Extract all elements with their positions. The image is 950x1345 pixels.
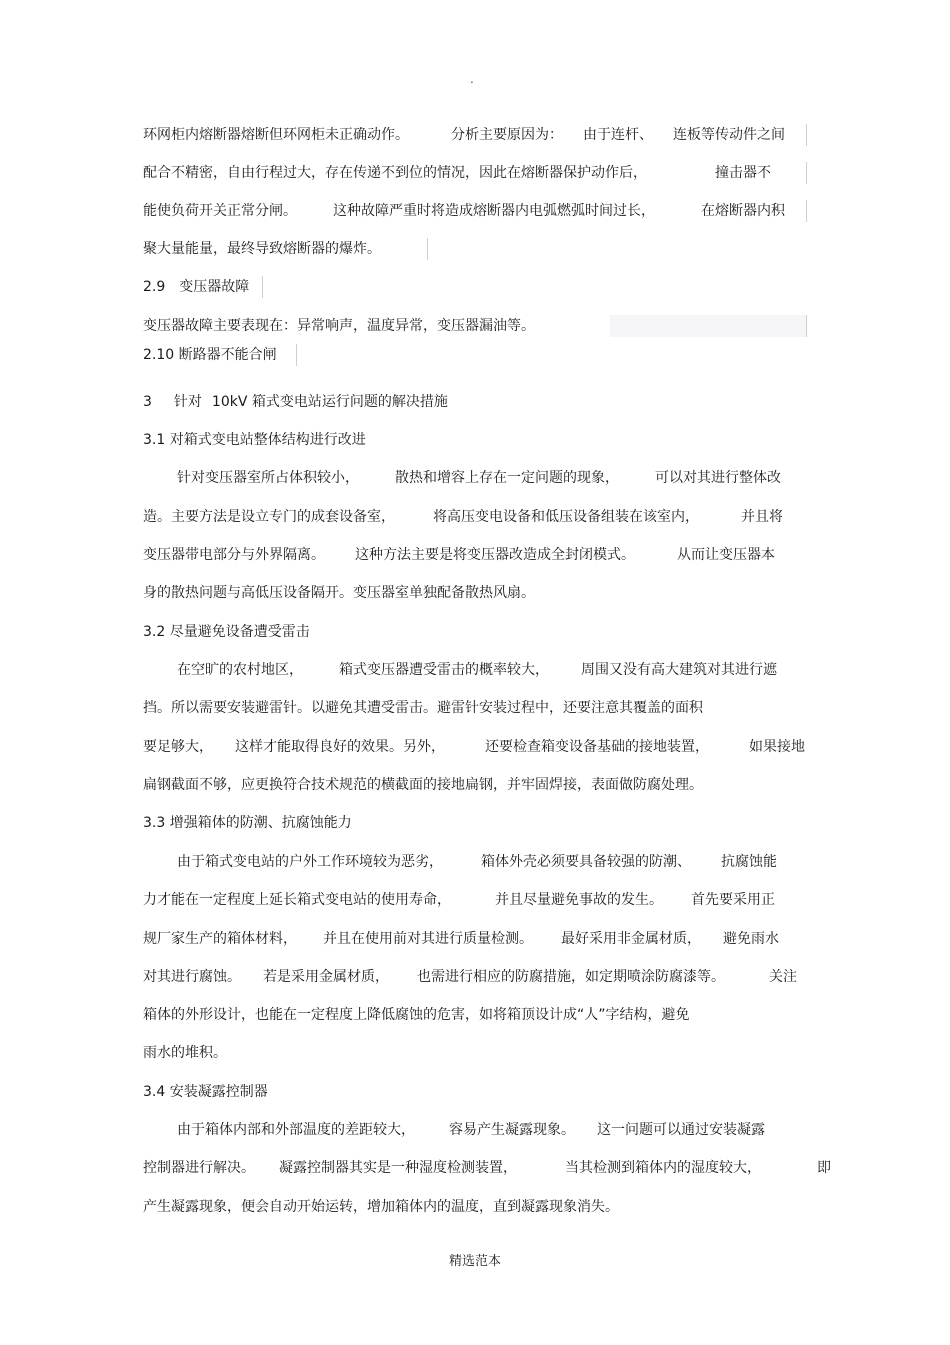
text-segment: 由于连杆、 [583,127,653,143]
text-segment: 箱式变压器遭受雷击的概率较大， [339,662,549,678]
text-segment: 周围又没有高大建筑对其进行遮 [581,662,777,678]
text-segment: 针对变压器室所占体积较小， [177,470,359,486]
text-line [143,1042,227,1064]
text-line [143,238,381,260]
text-segment: 能使负荷开关正常分闸。 [143,203,297,219]
text-segment: 将高压变电设备和低压设备组装在该室内， [433,509,699,525]
section-heading [143,621,310,643]
text-line [143,928,779,950]
text-segment: 变压器故障主要表现在：异常响声，温度异常，变压器漏油等。 [143,318,535,334]
text-segment: 关注 [769,969,797,985]
section-heading [143,812,352,834]
text-segment: 3.4 安装凝露控制器 [143,1084,268,1100]
text-segment: 环网柜内熔断器熔断但环网柜未正确动作。 [143,127,409,143]
text-line [143,315,535,337]
text-segment: 3.2 尽量避免设备遭受雷击 [143,624,310,640]
text-segment: 凝露控制器其实是一种湿度检测装置， [279,1160,517,1176]
text-segment: 箱体的外形设计，也能在一定程度上降低腐蚀的危害，如将箱顶设计成“人”字结构，避免 [143,1007,690,1023]
header-mark: . [470,72,474,86]
margin-rule [806,162,807,184]
text-segment: 配合不精密，自由行程过大，存在传递不到位的情况，因此在熔断器保护动作后， [143,165,647,181]
text-line [177,851,777,873]
text-segment: 避免雨水 [723,931,779,947]
text-line [143,506,783,528]
text-segment: 这样才能取得良好的效果。另外， [235,739,445,755]
text-line [143,1157,831,1179]
text-segment: 箱体外壳必须要具备较强的防潮、 [481,854,691,870]
text-segment: 要足够大， [143,739,213,755]
text-segment: 并且将 [741,509,783,525]
text-segment: 容易产生凝露现象。 [449,1122,575,1138]
margin-rule [262,276,263,298]
section-heading [143,429,366,451]
text-segment: 连板等传动件之间 [673,127,785,143]
text-line [143,889,775,911]
text-segment: 当其检测到箱体内的湿度较大， [565,1160,761,1176]
text-segment: 首先要采用正 [691,892,775,908]
section-heading [143,276,249,298]
text-line [143,966,797,988]
text-segment: 挡。所以需要安装避雷针。以避免其遭受雷击。避雷针安装过程中，还要注意其覆盖的面积 [143,700,703,716]
section-heading [143,1081,268,1103]
margin-rule [806,124,807,146]
text-segment: 力才能在一定程度上延长箱式变电站的使用寿命， [143,892,451,908]
text-segment: 3 [143,394,152,410]
text-segment: 3.1 对箱式变电站整体结构进行改进 [143,432,366,448]
text-line [143,200,785,222]
margin-rule [296,344,297,366]
text-segment: 若是采用金属材质， [263,969,389,985]
text-line [143,162,771,184]
text-line [143,1196,619,1218]
text-segment: 也需进行相应的防腐措施，如定期喷涂防腐漆等。 [417,969,725,985]
text-segment: 散热和增容上存在一定问题的现象， [395,470,619,486]
text-segment: 如果接地 [749,739,805,755]
text-line [143,697,703,719]
text-segment: 扁钢截面不够，应更换符合技术规范的横截面的接地扁钢，并牢固焊接，表面做防腐处理。 [143,777,703,793]
text-segment: 抗腐蚀能 [721,854,777,870]
text-line [177,467,781,489]
text-segment: 聚大量能量，最终导致熔断器的爆炸。 [143,241,381,257]
text-segment: 2.10 断路器不能合闸 [143,347,277,363]
margin-rule [806,200,807,222]
text-segment: 并且尽量避免事故的发生。 [495,892,663,908]
text-segment: 由于箱体内部和外部温度的差距较大， [177,1122,415,1138]
text-segment: 在熔断器内积 [701,203,785,219]
text-segment: 撞击器不 [715,165,771,181]
text-line [143,544,775,566]
text-line [143,774,703,796]
text-segment: 身的散热问题与高低压设备隔开。变压器室单独配备散热风扇。 [143,585,535,601]
margin-rule [806,315,807,337]
text-segment: 从而让变压器本 [677,547,775,563]
page-footer: 精选范本 [448,1254,501,1269]
text-segment: 造。主要方法是设立专门的成套设备室， [143,509,395,525]
text-segment: 最好采用非金属材质， [561,931,701,947]
highlight-band [610,315,806,337]
text-segment: 变压器带电部分与外界隔离。 [143,547,325,563]
text-line [177,1119,765,1141]
text-segment: 变压器故障 [179,279,250,295]
text-segment: 3.3 增强箱体的防潮、抗腐蚀能力 [143,815,352,831]
text-segment: 由于箱式变电站的户外工作环境较为恶劣， [177,854,443,870]
text-line [143,1004,690,1026]
section-heading [143,391,448,413]
text-segment: 这一问题可以通过安装凝露 [597,1122,765,1138]
text-segment: 分析主要原因为： [451,127,563,143]
text-line [177,659,777,681]
text-line [143,582,535,604]
text-segment: 对其进行腐蚀。 [143,969,241,985]
text-segment: 在空旷的农村地区， [177,662,303,678]
text-segment: 2.9 [143,279,166,295]
text-segment: 可以对其进行整体改 [655,470,781,486]
text-segment: 这种故障严重时将造成熔断器内电弧燃弧时间过长， [333,203,655,219]
text-segment: 10kV 箱式变电站运行问题的解决措施 [211,394,448,410]
text-segment: 产生凝露现象，便会自动开始运转，增加箱体内的温度，直到凝露现象消失。 [143,1199,619,1215]
text-line [143,124,785,146]
text-segment: 雨水的堆积。 [143,1045,227,1061]
text-line [143,736,805,758]
text-segment: 即 [817,1160,831,1176]
text-segment: 针对 [173,394,202,410]
margin-rule [427,238,428,260]
text-segment: 规厂家生产的箱体材料， [143,931,297,947]
text-segment: 还要检查箱变设备基础的接地装置， [485,739,709,755]
text-segment: 并且在使用前对其进行质量检测。 [323,931,533,947]
text-segment: 这种方法主要是将变压器改造成全封闭模式。 [355,547,635,563]
text-segment: 控制器进行解决。 [143,1160,255,1176]
section-heading [143,344,277,366]
